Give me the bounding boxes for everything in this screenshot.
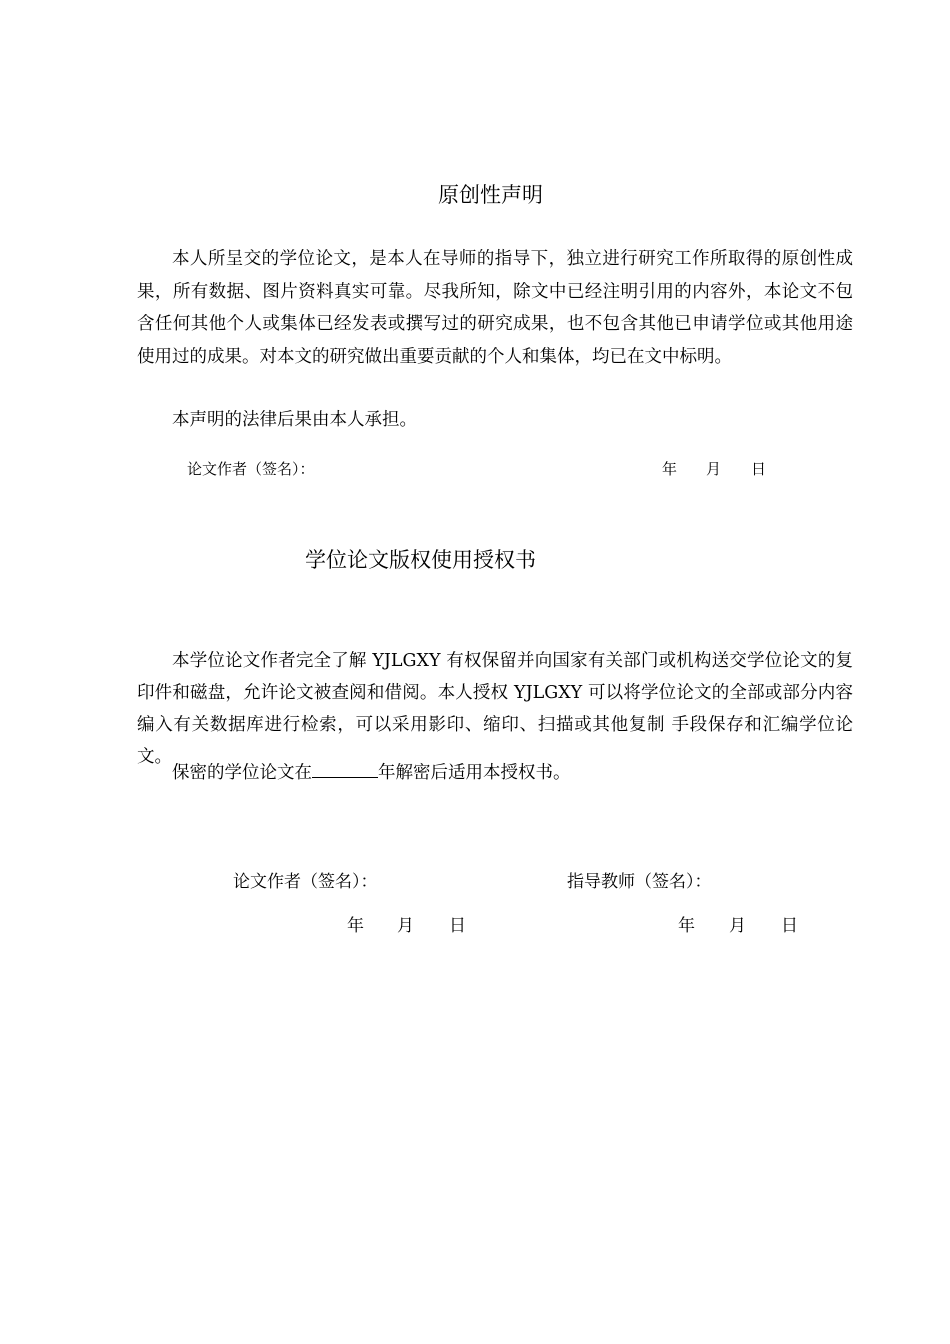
originality-date-year: 年 (662, 460, 678, 478)
author-date-day: 日 (449, 916, 466, 936)
authorization-paragraph-1: 本学位论文作者完全了解 YJLGXY 有权保留并向国家有关部门或机构送交学位论文的复印件和磁盘，允许论文被查阅和借阅。本人授权 YJLGXY 可以将学位论文的全部或部分内容编入有关数据库进行检索，可以采用影印、缩印、扫描或其他复制 手段保存和汇编学位论文。 (137, 651, 853, 767)
supervisor-date-month: 月 (729, 916, 746, 936)
originality-paragraph-1: 本人所呈交的学位论文，是本人在导师的指导下，独立进行研究工作所取得的原创性成果，所有数据、图片资料真实可靠。尽我所知，除文中已经注明引用的内容外，本论文不包含任何其他个人或集体已经发表或撰写过的研究成果，也不包含其他已申请学位或其他用途使用过的成果。对本文的研究做出重要贡献的个人和集体，均已在文中标明。 (137, 249, 853, 367)
authorization-supervisor-signature-label: 指导教师（签名）： (567, 872, 712, 892)
originality-date-month: 月 (706, 460, 722, 478)
supervisor-date-year: 年 (678, 916, 695, 936)
originality-author-signature-label: 论文作者（签名）： (187, 460, 315, 478)
confidential-text-before: 保密的学位论文在 (172, 763, 312, 783)
authorization-paragraph-2 (137, 757, 853, 790)
confidential-years-blank (312, 763, 378, 778)
originality-date-day: 日 (751, 460, 767, 478)
authorization-author-signature-label: 论文作者（签名）： (233, 872, 378, 892)
authorization-title: 学位论文版权使用授权书 (305, 548, 536, 572)
supervisor-date-day: 日 (781, 916, 798, 936)
author-date-year: 年 (347, 916, 364, 936)
originality-title: 原创性声明 (438, 183, 543, 207)
confidential-text-after: 年解密后适用本授权书。 (378, 763, 571, 783)
originality-paragraph-2: 本声明的法律后果由本人承担。 (172, 410, 417, 430)
author-date-month: 月 (397, 916, 414, 936)
